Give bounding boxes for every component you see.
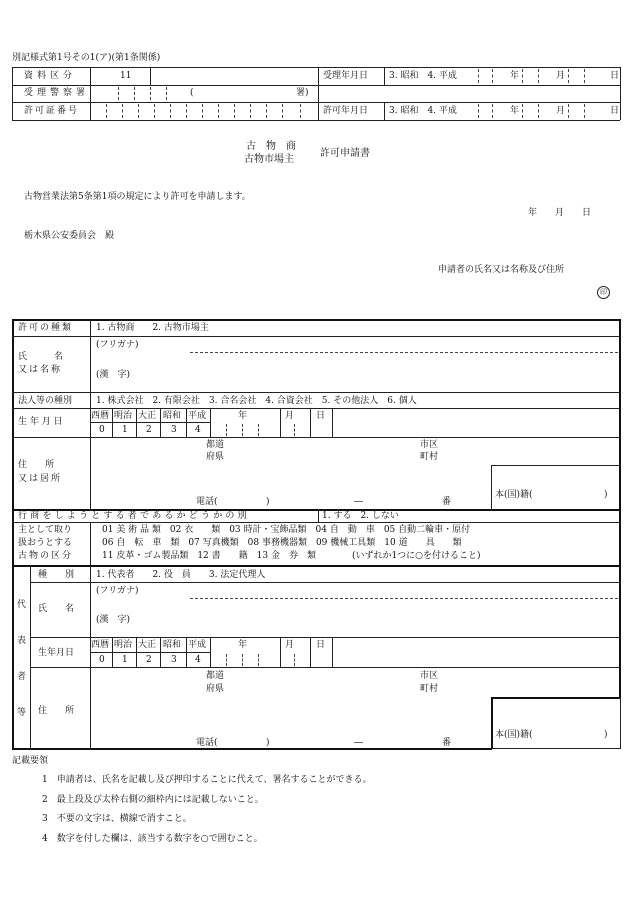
birth-month: 月 <box>285 411 295 421</box>
goods-line-3: 11 皮革・ゴム製品類 12 書 籍 13 金 券 類 (いずれか1つに○を付けること) <box>102 551 481 561</box>
address-label-1: 住 所 <box>18 460 55 470</box>
perm-day: 日 <box>610 106 620 116</box>
rep-phone-close: ) <box>266 738 270 748</box>
birth-day: 日 <box>316 411 326 421</box>
corp-type-options: 1. 株式会社 2. 有限会社 3. 合名会社 4. 合資会社 5. その他法人 6. 個人 <box>96 396 417 406</box>
title-suffix: 許可申請書 <box>320 148 370 159</box>
police-close: 署) <box>296 88 309 98</box>
note-2: 2 最上段及び太枠右側の細枠内には記載しないこと。 <box>42 795 264 805</box>
birth-label: 生 年 月 日 <box>18 417 63 427</box>
shiku-2: 町村 <box>420 452 439 462</box>
era-num-2: 2 <box>146 425 152 435</box>
rep-birth-month: 月 <box>285 640 295 650</box>
rep-phone-label: 電話( <box>196 738 218 748</box>
peddling-label: 行商をしようとする者であるかどうかの別 <box>18 511 250 521</box>
rep-kanji: (漢 字) <box>96 615 131 625</box>
rep-kind-label: 種 別 <box>38 570 75 580</box>
rep-era-num-2: 2 <box>146 655 152 665</box>
rep-era-seireki: 西暦 <box>91 640 110 650</box>
seal-mark <box>597 286 610 299</box>
rep-birth-year: 年 <box>238 640 248 650</box>
rep-side-3: 者 <box>17 672 27 682</box>
era-num-4: 4 <box>195 425 201 435</box>
recv-month: 月 <box>556 71 566 81</box>
name-label-1: 氏 名 <box>18 352 64 362</box>
era-showa: 昭和 <box>163 411 182 421</box>
rep-nationality-label: 本(国)籍( <box>495 730 533 740</box>
era-meiji: 明治 <box>114 411 133 421</box>
name-label-2: 又は名称 <box>18 365 63 375</box>
perm-date-label: 許可年月日 <box>323 106 369 116</box>
era-seireki: 西暦 <box>91 411 110 421</box>
perm-year: 年 <box>510 106 520 116</box>
rep-side-1: 代 <box>17 600 27 610</box>
phone-label: 電話( <box>196 497 218 507</box>
data-type-label: 資料区分 <box>24 71 77 81</box>
era-num-3: 3 <box>171 425 177 435</box>
peddling-options: 1. する 2. しない <box>322 511 399 521</box>
date-line: 年 月 日 <box>528 208 592 218</box>
goods-label-2: 扱おうとする <box>18 538 73 548</box>
rep-era-num-0: 0 <box>99 655 105 665</box>
police-open: ( <box>190 88 194 98</box>
corp-type-label: 法人等の種別 <box>18 396 73 406</box>
note-3: 3 不要の文字は、横線で消すこと。 <box>42 814 192 824</box>
rep-shiku-1: 市区 <box>420 671 439 681</box>
perm-era-choice: 3. 昭和 4. 平成 <box>389 106 457 116</box>
era-heisei: 平成 <box>188 411 207 421</box>
recv-day: 日 <box>610 71 620 81</box>
title-line2: 古物市場主 <box>244 154 294 165</box>
era-taisho: 大正 <box>138 411 157 421</box>
era-num-1: 1 <box>122 425 128 435</box>
birth-year: 年 <box>238 411 248 421</box>
permit-no-label: 許可証番号 <box>24 106 80 116</box>
rep-kind-options: 1. 代表者 2. 役 員 3. 法定代理人 <box>96 570 266 580</box>
recv-year: 年 <box>510 71 520 81</box>
rep-todofuken-1: 都道 <box>206 671 225 681</box>
kanji-label: (漢 字) <box>96 370 131 380</box>
rep-shiku-2: 町村 <box>420 684 439 694</box>
nationality-label: 本(国)籍( <box>495 490 533 500</box>
phone-dash: ― <box>354 497 363 507</box>
rep-era-num-3: 3 <box>171 655 177 665</box>
applicant-label: 申請者の氏名又は名称及び住所 <box>438 265 565 275</box>
rep-era-showa: 昭和 <box>163 640 182 650</box>
rep-phone-dash: ― <box>354 738 363 748</box>
goods-label-1: 主として取り <box>18 525 73 535</box>
rep-side-2: 表 <box>17 636 27 646</box>
goods-line-2: 06 自 転 車 類 07 写真機類 08 事務機器類 09 機械工具類 10 道 具 類 <box>102 538 462 548</box>
era-num-0: 0 <box>99 425 105 435</box>
rep-birth-day: 日 <box>316 640 326 650</box>
title-line1: 古 物 商 <box>246 141 296 152</box>
shiku-1: 市区 <box>420 440 439 450</box>
addressee: 栃木県公安委員会 殿 <box>24 231 115 241</box>
rep-phone-ban: 番 <box>442 738 452 748</box>
recv-era-choice: 3. 昭和 4. 平成 <box>389 71 457 81</box>
todofuken-1: 都道 <box>206 440 225 450</box>
rep-era-num-4: 4 <box>195 655 201 665</box>
seal-char: 印 <box>600 288 607 296</box>
goods-label-3: 古物の区分 <box>18 551 74 561</box>
rep-nationality-close: ) <box>604 730 608 740</box>
intro-text: 古物営業法第5条第1項の規定により許可を申請します。 <box>24 192 251 202</box>
form-label: 別記様式第1号その1(ア)(第1条関係) <box>12 53 161 63</box>
rep-todofuken-2: 府県 <box>206 684 225 694</box>
rep-side-4: 等 <box>17 708 27 718</box>
notes-heading: 記載要領 <box>12 756 49 766</box>
address-label-2: 又は居所 <box>18 474 63 484</box>
rep-era-num-1: 1 <box>122 655 128 665</box>
rep-furigana: (フリガナ) <box>96 586 139 596</box>
police-label: 受理警察署 <box>24 88 90 98</box>
phone-close: ) <box>266 497 270 507</box>
phone-ban: 番 <box>442 497 452 507</box>
perm-month: 月 <box>556 106 566 116</box>
rep-name-label: 氏 名 <box>38 604 75 614</box>
note-1: 1 申請者は、氏名を記載し及び押印することに代えて、署名することができる。 <box>42 775 372 785</box>
nationality-close: ) <box>604 490 608 500</box>
furigana-label: (フリガナ) <box>96 340 139 350</box>
rep-era-heisei: 平成 <box>188 640 207 650</box>
recv-date-label: 受理年月日 <box>323 71 369 81</box>
data-type-value: 11 <box>120 71 132 81</box>
rep-birth-label: 生年月日 <box>38 648 75 658</box>
permit-type-options: 1. 古物商 2. 古物市場主 <box>96 323 209 333</box>
rep-address-label: 住 所 <box>38 706 75 716</box>
rep-era-taisho: 大正 <box>138 640 157 650</box>
goods-line-1: 01 美 術 品 類 02 衣 類 03 時計・宝飾品類 04 自 動 車 05 自動二輪車・原付 <box>102 525 471 535</box>
permit-type-label: 許可の種類 <box>18 323 74 333</box>
todofuken-2: 府県 <box>206 452 225 462</box>
note-4: 4 数字を付した欄は、該当する数字を○で囲むこと。 <box>42 834 263 844</box>
rep-era-meiji: 明治 <box>114 640 133 650</box>
